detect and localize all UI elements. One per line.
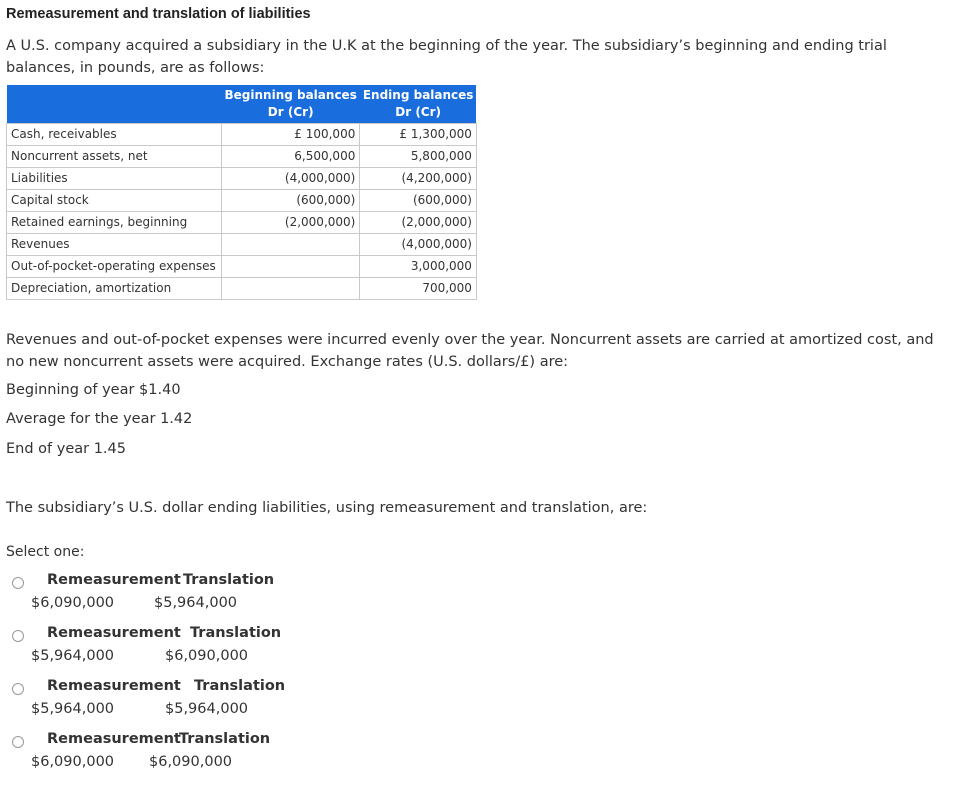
row-end: 700,000 (360, 278, 477, 300)
option-value-translation: $5,964,000 (165, 701, 249, 717)
option-heading-remeasurement: Remeasurement (47, 731, 181, 747)
option-heading-remeasurement: Remeasurement (47, 625, 181, 641)
rate-average: Average for the year 1.42 (6, 411, 193, 427)
header-beginning (222, 85, 360, 124)
radio-button[interactable] (12, 630, 24, 642)
radio-button[interactable] (12, 683, 24, 695)
row-label: Cash, receivables (7, 124, 222, 146)
table-row (7, 168, 477, 190)
header-ending (360, 85, 477, 124)
select-label: Select one: (6, 544, 85, 560)
row-begin: (4,000,000) (222, 168, 360, 190)
row-begin: (2,000,000) (222, 212, 360, 234)
intro-text: A U.S. company acquired a subsidiary in the U.K at the beginning of the year. The subsidiary’s beginning and ending trial balances, in pounds, are as follows: (6, 38, 887, 76)
table-row (7, 256, 477, 278)
header-ending-line2: Dr (Cr) (395, 105, 442, 119)
option-heading-translation: Translation (194, 678, 286, 694)
table-row (7, 190, 477, 212)
option-heading-remeasurement: Remeasurement (47, 678, 181, 694)
rate-beginning: Beginning of year $1.40 (6, 382, 181, 398)
option-heading-remeasurement: Remeasurement (47, 572, 181, 588)
header-blank (7, 85, 222, 124)
table-row (7, 124, 477, 146)
question-text: The subsidiary’s U.S. dollar ending liabilities, using remeasurement and translation, are: (6, 500, 648, 516)
header-beginning-line1: Beginning balances (224, 88, 357, 102)
row-label: Depreciation, amortization (7, 278, 222, 300)
header-ending-line1: Ending balances (362, 88, 474, 102)
option-value-translation: $5,964,000 (154, 595, 238, 611)
answer-option-d[interactable] (0, 731, 400, 779)
answer-option-a[interactable] (0, 572, 400, 620)
option-heading-translation: Translation (183, 572, 275, 588)
row-end: 5,800,000 (360, 146, 477, 168)
row-end: (4,200,000) (360, 168, 477, 190)
row-begin (222, 278, 360, 300)
option-value-translation: $6,090,000 (165, 648, 249, 664)
row-end: 3,000,000 (360, 256, 477, 278)
row-label: Capital stock (7, 190, 222, 212)
option-value-translation: $6,090,000 (149, 754, 233, 770)
row-label: Liabilities (7, 168, 222, 190)
row-label: Revenues (7, 234, 222, 256)
table-row (7, 212, 477, 234)
row-end: (4,000,000) (360, 234, 477, 256)
row-begin (222, 256, 360, 278)
answer-option-b[interactable] (0, 625, 400, 673)
row-label: Retained earnings, beginning (7, 212, 222, 234)
page-title: Remeasurement and translation of liabilities (6, 6, 311, 22)
answer-option-c[interactable] (0, 678, 400, 726)
trial-balance-table (6, 85, 477, 300)
option-heading-translation: Translation (190, 625, 282, 641)
option-heading-translation: Translation (179, 731, 271, 747)
option-value-remeasurement: $5,964,000 (31, 648, 115, 664)
row-begin: (600,000) (222, 190, 360, 212)
row-begin (222, 234, 360, 256)
exchange-rate-paragraph: Revenues and out-of-pocket expenses were incurred evenly over the year. Noncurrent assets are carried at amortized cost, and no new noncurrent assets were acquired. Exchange rates (U.S. dollars/£) are: (6, 332, 934, 370)
header-beginning-line2: Dr (Cr) (267, 105, 314, 119)
rate-end: End of year 1.45 (6, 441, 126, 457)
table-row (7, 278, 477, 300)
radio-button[interactable] (12, 736, 24, 748)
option-value-remeasurement: $6,090,000 (31, 595, 115, 611)
row-end: £ 1,300,000 (360, 124, 477, 146)
row-label: Noncurrent assets, net (7, 146, 222, 168)
radio-button[interactable] (12, 577, 24, 589)
table-row (7, 146, 477, 168)
table-header-row (7, 85, 477, 124)
row-label: Out-of-pocket-operating expenses (7, 256, 222, 278)
row-end: (2,000,000) (360, 212, 477, 234)
option-value-remeasurement: $6,090,000 (31, 754, 115, 770)
table-row (7, 234, 477, 256)
row-begin: £ 100,000 (222, 124, 360, 146)
row-end: (600,000) (360, 190, 477, 212)
option-value-remeasurement: $5,964,000 (31, 701, 115, 717)
row-begin: 6,500,000 (222, 146, 360, 168)
